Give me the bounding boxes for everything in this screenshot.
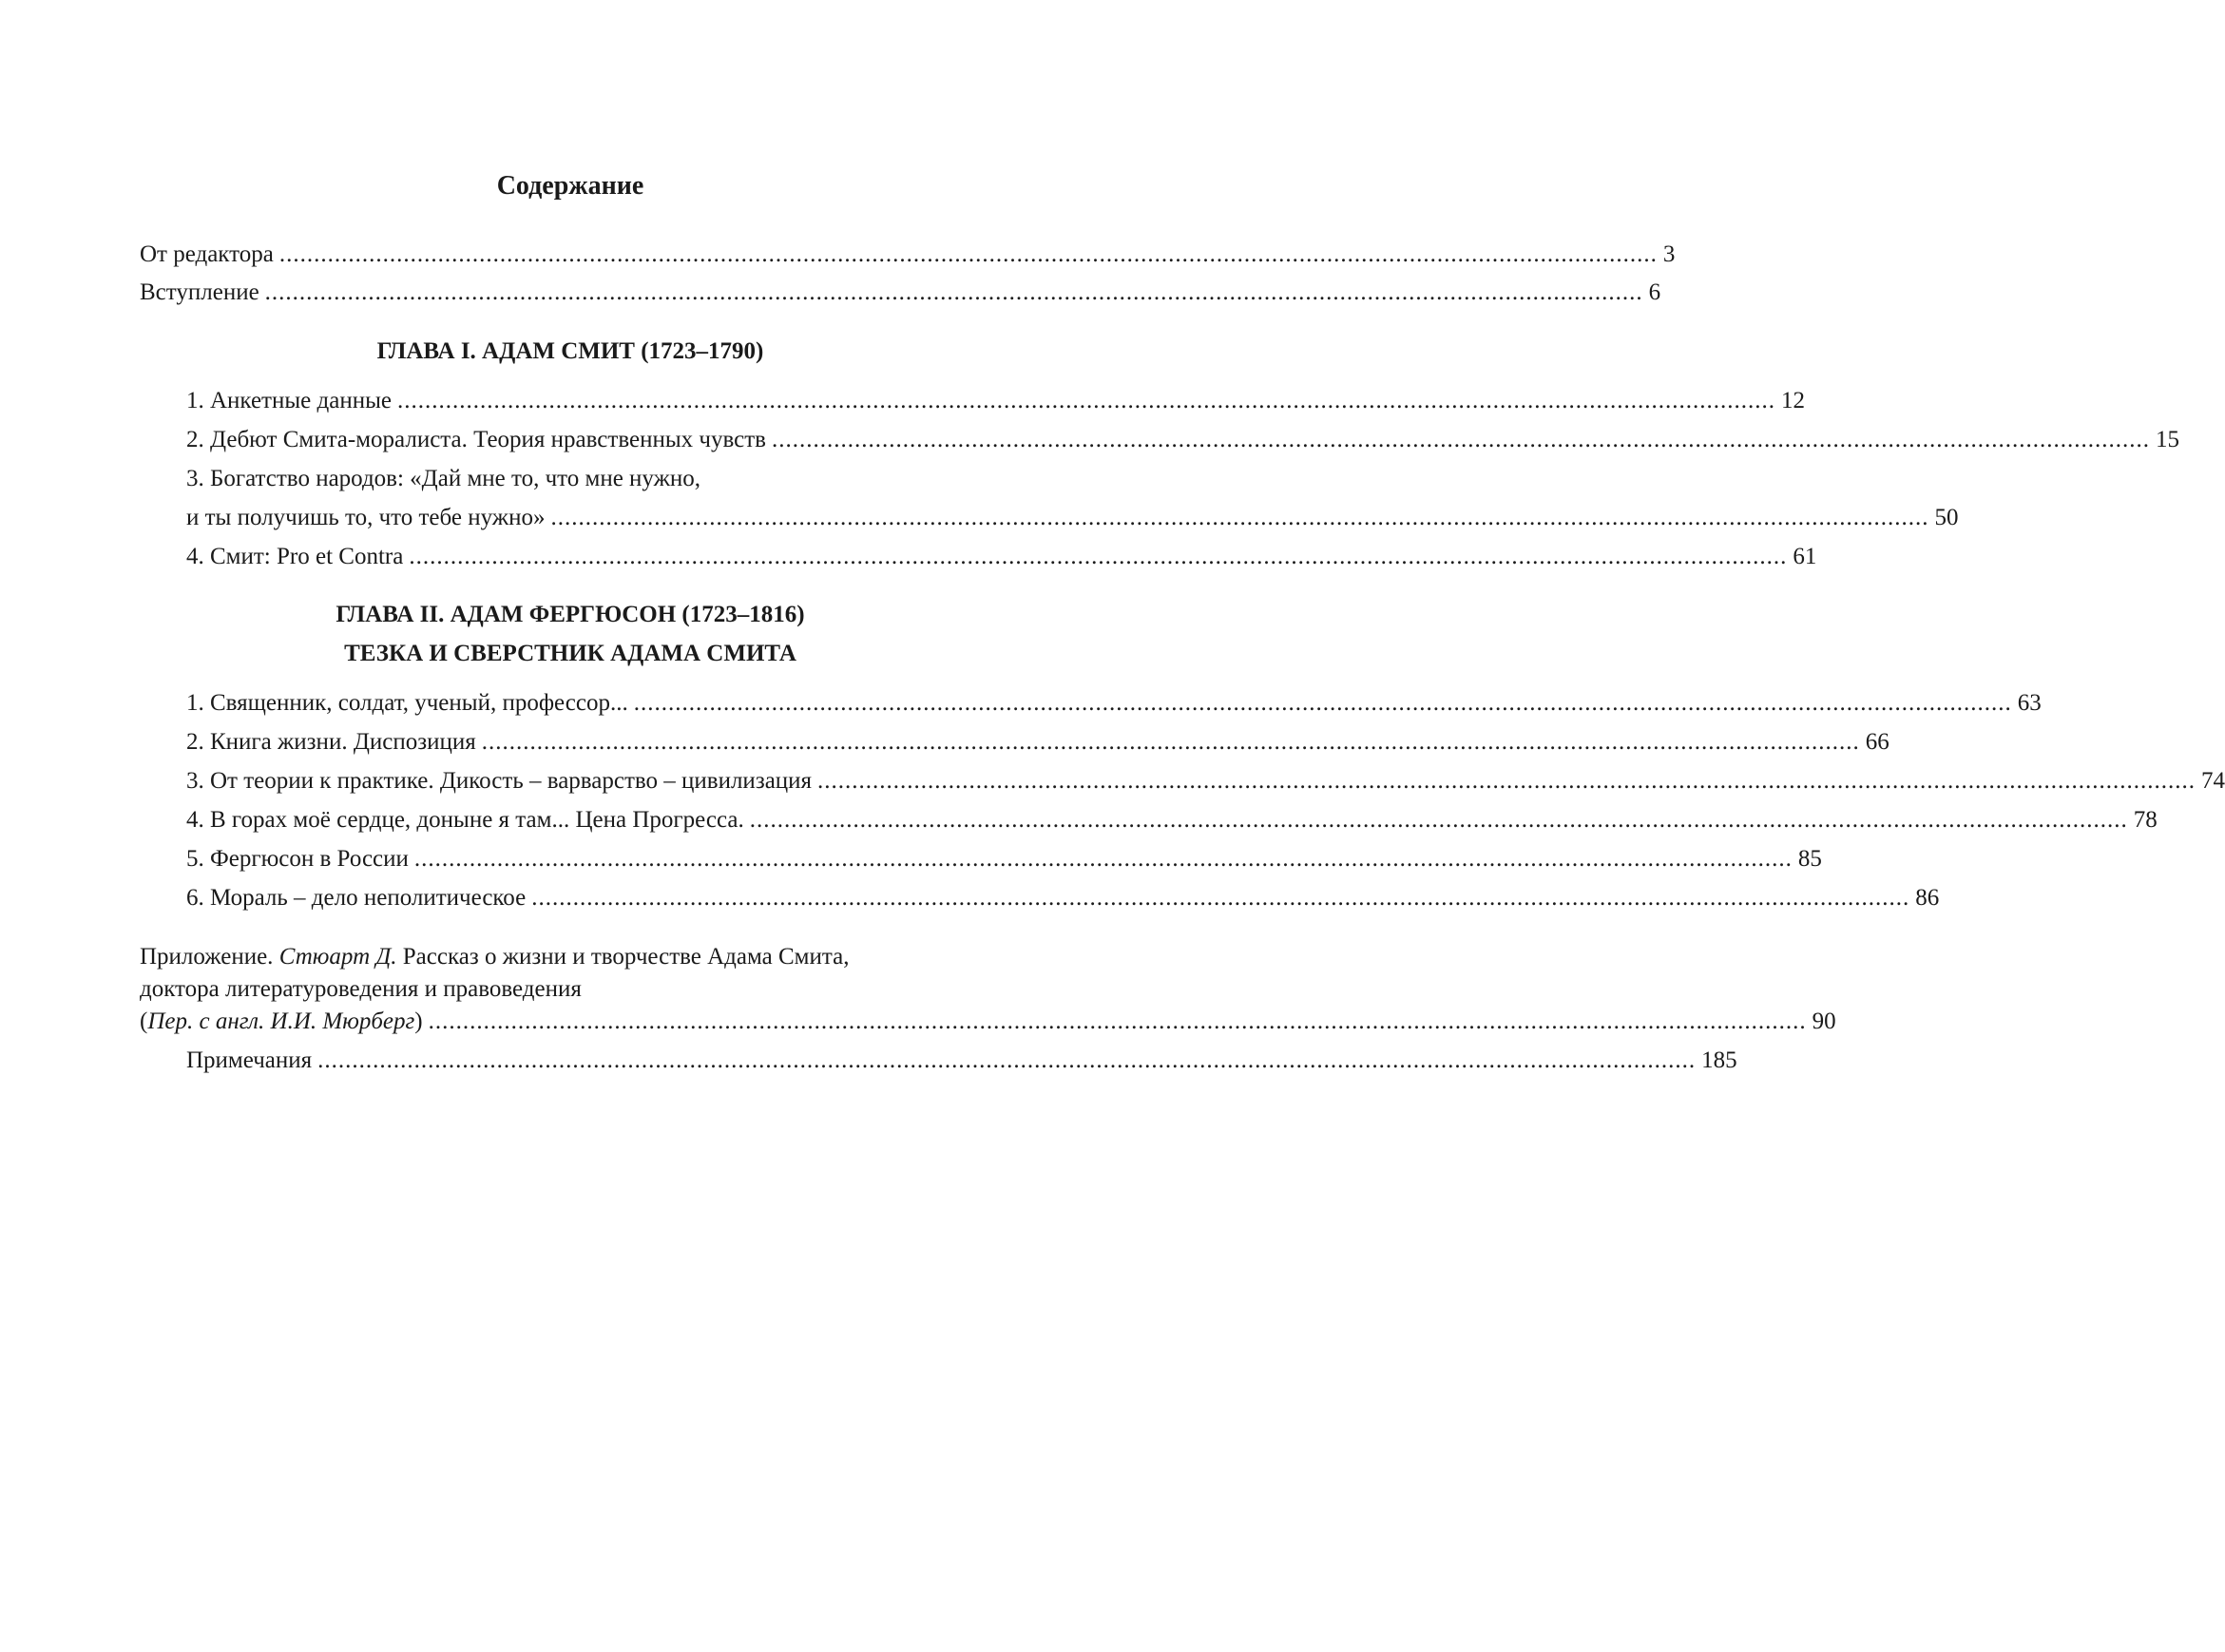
toc-entry-page: 63 [2017, 690, 2042, 716]
toc-entry-label: 1. Священник, солдат, ученый, профессор... [186, 690, 628, 716]
toc-entry-page: 78 [2133, 807, 2158, 833]
toc-entry-notes [186, 1042, 1737, 1080]
appendix-prefix: Приложение. [140, 944, 274, 970]
toc-entry-ch2-3 [186, 762, 2225, 800]
toc-entry-page: 3 [1662, 241, 1676, 267]
dot-leader: ........................................................................................................................................................................................................ [264, 279, 1643, 305]
paren-open: ( [140, 1008, 148, 1034]
chapter-1-heading: ГЛАВА I. АДАМ СМИТ (1723–1790) [376, 338, 764, 364]
toc-entry-page: 185 [1701, 1047, 1737, 1073]
toc-entry-ch1-3-line1: 3. Богатство народов: «Дай мне то, что мне нужно, [186, 466, 701, 491]
dot-leader: ........................................................................................................................................................................................................ [428, 1008, 1807, 1034]
toc-entry-label: 4. В горах моё сердце, доныне я там... Цена Прогресса. [186, 807, 744, 833]
toc-entry-label: 6. Мораль – дело неполитическое [186, 885, 527, 911]
appendix-author: Стюарт Д. [278, 944, 397, 970]
chapter-2-heading: ГЛАВА II. АДАМ ФЕРГЮСОН (1723–1816) [336, 602, 805, 627]
toc-entry-ch1-2 [186, 421, 2179, 459]
toc-entry-label: 5. Фергюсон в России [186, 846, 409, 872]
dot-leader: ........................................................................................................................................................................................................ [749, 807, 2128, 833]
appendix-translator: Пер. с англ. И.И. Мюрберг [147, 1008, 415, 1034]
toc-entry-label: 3. От теории к практике. Дикость – варварство – цивилизация [186, 768, 813, 794]
toc-entry-ch2-4 [186, 801, 2158, 839]
toc-entry-label: Примечания [186, 1047, 313, 1073]
toc-entry-label: От редактора [140, 241, 274, 267]
toc-entry-label: 2. Книга жизни. Диспозиция [186, 729, 476, 755]
toc-entry-ch2-6 [186, 879, 1940, 917]
toc-entry-intro [140, 274, 1661, 312]
dot-leader: ........................................................................................................................................................................................................ [409, 544, 1788, 569]
toc-entry-label: 2. Дебют Смита-моралиста. Теория нравственных чувств [186, 427, 766, 452]
toc-entry-page: 66 [1865, 729, 1889, 755]
dot-leader: ........................................................................................................................................................................................................ [481, 729, 1860, 755]
toc-entry-page: 74 [2201, 768, 2225, 794]
toc-entry-page: 86 [1915, 885, 1940, 911]
dot-leader: ........................................................................................................................................................................................................ [531, 885, 1910, 911]
toc-entry-page: 12 [1780, 388, 1805, 413]
dot-leader: ........................................................................................................................................................................................................ [817, 768, 2196, 794]
dot-leader: ........................................................................................................................................................................................................ [317, 1047, 1697, 1073]
dot-leader: ........................................................................................................................................................................................................ [396, 388, 1775, 413]
page-title: Содержание [496, 171, 644, 201]
dot-leader: ........................................................................................................................................................................................................ [633, 690, 2012, 716]
dot-leader: ........................................................................................................................................................................................................ [278, 241, 1658, 267]
toc-entry-label: 4. Смит: Pro et Contra [186, 544, 404, 569]
toc-entry-label: Вступление [140, 279, 259, 305]
toc-entry-ch1-4 [186, 538, 1817, 576]
toc-entry-label: 1. Анкетные данные [186, 388, 392, 413]
toc-entry-editor [140, 236, 1676, 274]
toc-entry-page: 6 [1648, 279, 1661, 305]
dot-leader: ........................................................................................................................................................................................................ [771, 427, 2150, 452]
dot-leader: ........................................................................................................................................................................................................ [550, 505, 1929, 530]
toc-entry-page: 85 [1797, 846, 1822, 872]
paren-close: ) [414, 1008, 423, 1034]
toc-entry-ch2-2 [186, 723, 1889, 761]
toc-entry-page: 15 [2155, 427, 2179, 452]
toc-entry-label [140, 1003, 423, 1041]
toc-entry-ch1-1 [186, 382, 1805, 420]
toc-entry-ch2-1 [186, 684, 2042, 722]
toc-entry-appendix [140, 1003, 1836, 1041]
toc-entry-page: 50 [1934, 505, 1959, 530]
appendix-line-2: доктора литературоведения и правоведения [140, 976, 582, 1002]
toc-entry-ch1-3 [186, 499, 1959, 537]
toc-entry-page: 90 [1812, 1008, 1836, 1034]
appendix-title: Рассказ о жизни и творчестве Адама Смита, [402, 944, 850, 970]
toc-entry-label: и ты получишь то, что тебе нужно» [186, 505, 546, 530]
dot-leader: ........................................................................................................................................................................................................ [413, 846, 1793, 872]
chapter-2-subheading: ТЕЗКА И СВЕРСТНИК АДАМА СМИТА [344, 641, 796, 666]
toc-entry-ch2-5 [186, 840, 1822, 878]
toc-entry-page: 61 [1793, 544, 1817, 569]
